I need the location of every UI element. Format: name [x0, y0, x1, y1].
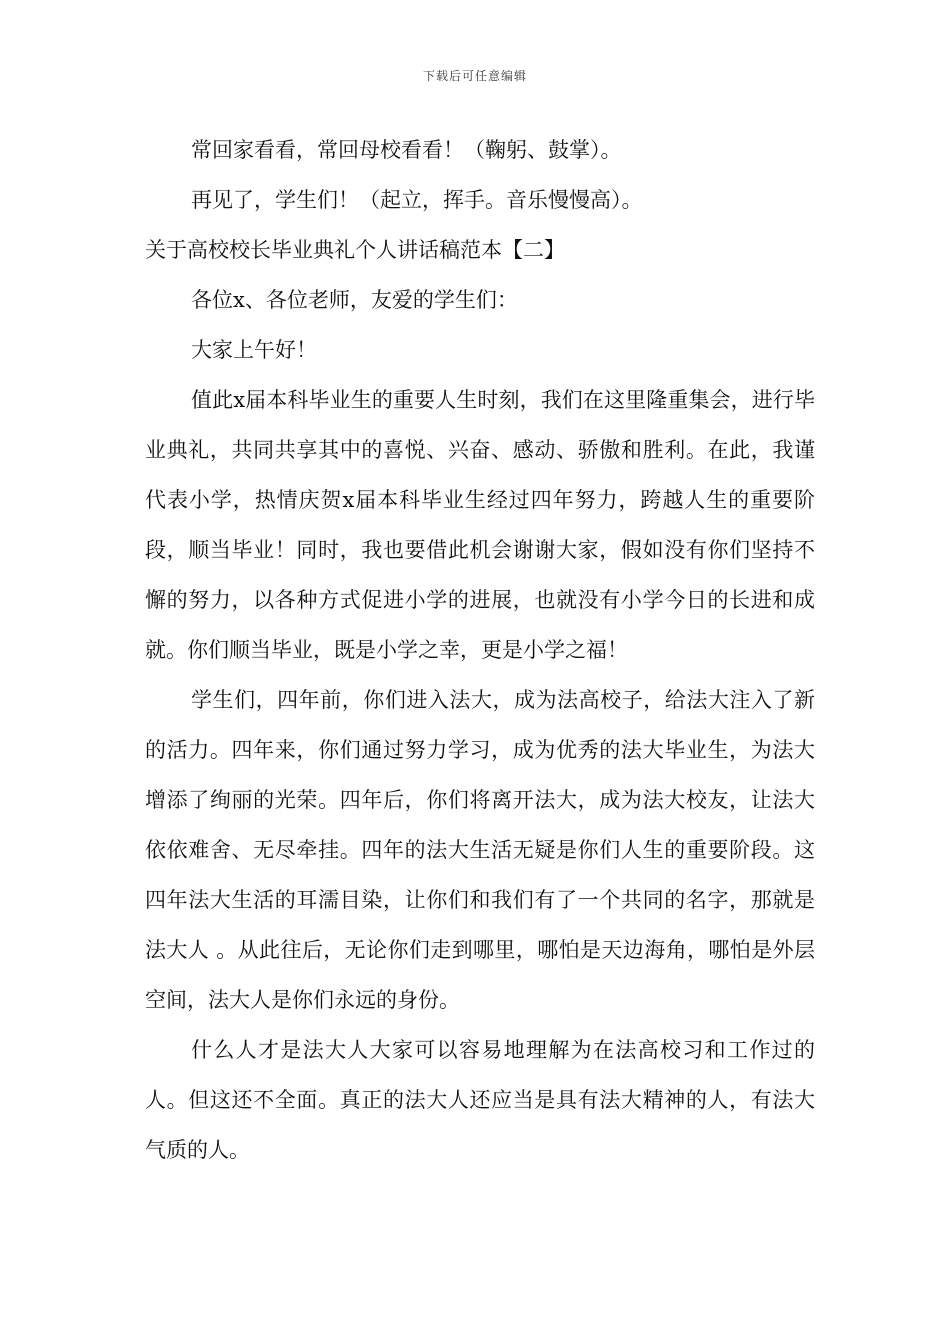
- document-body: [145, 125, 815, 1175]
- paragraph-greeting: 大家上午好！: [191, 338, 317, 362]
- paragraph-closing-2: 再见了，学生们！（起立，挥手。音乐慢慢高）。: [191, 188, 643, 212]
- paragraph-salutation: 各位x、各位老师，友爱的学生们：: [191, 288, 518, 312]
- paragraph-body-3: 什么人才是法大人大家可以容易地理解为在法高校习和工作过的人。但这还不全面。真正的法大人还应当是具有法大精神的人，有法大气质的人。: [145, 1038, 815, 1162]
- paragraph-closing-1: 常回家看看，常回母校看看！（鞠躬、鼓掌）。: [191, 138, 622, 162]
- page-header: 下载后可任意编辑: [422, 69, 527, 83]
- paragraph-body-1: 值此x届本科毕业生的重要人生时刻，我们在这里隆重集会，进行毕业典礼，共同共享其中的喜悦、兴奋、感动、骄傲和胜利。在此，我谨代表小学，热情庆贺x届本科毕业生经过四年努力，跨越人生的重要阶段，顺当毕业！同时，我也要借此机会谢谢大家，假如没有你们坚持不懈的努力，以各种方式促进小学的进展，也就没有小学今日的长进和成就。你们顺当毕业，既是小学之幸，更是小学之福！: [145, 388, 815, 662]
- paragraph-body-2: 学生们，四年前，你们进入法大，成为法高校子，给法大注入了新的活力。四年来，你们通过努力学习，成为优秀的法大毕业生，为法大增添了绚丽的光荣。四年后，你们将离开法大，成为法大校友，让法大依依难舍、无尽牵挂。四年的法大生活无疑是你们人生的重要阶段。这四年法大生活的耳濡目染，让你们和我们有了一个共同的名字，那就是 法大人 。从此往后，无论你们走到哪里，哪怕是天边海角，哪怕是外层空间，法大人是你们永远的身份。: [145, 688, 815, 1012]
- section-title: 关于高校校长毕业典礼个人讲话稿范本【二】: [145, 238, 565, 262]
